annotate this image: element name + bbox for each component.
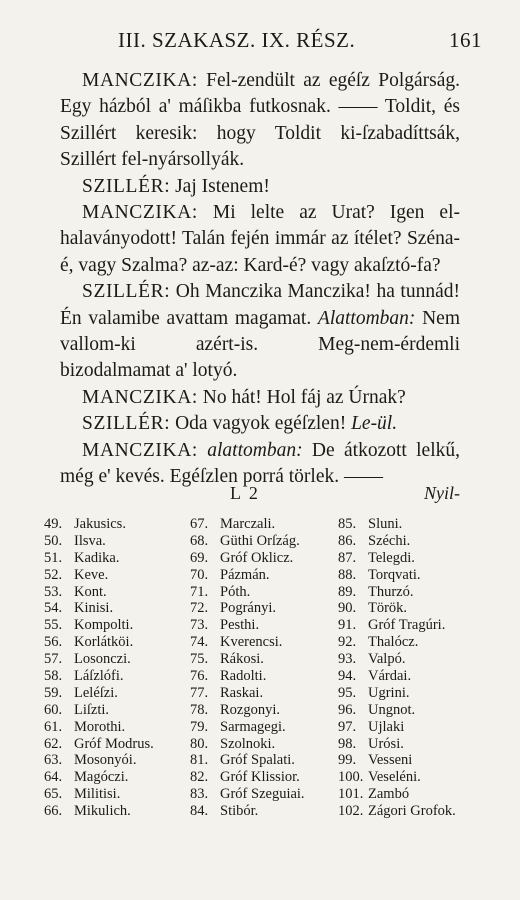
- item-number: 90.: [338, 600, 357, 617]
- list-item: [44, 634, 182, 651]
- item-name: Jakusics.: [74, 516, 126, 532]
- list-item: [44, 617, 182, 634]
- list-item: [44, 786, 182, 803]
- list-item: [190, 584, 338, 601]
- list-item: [338, 516, 488, 533]
- speech-text: Jaj Istenem!: [170, 175, 270, 197]
- list-item: [44, 719, 182, 736]
- list-item: [190, 736, 338, 753]
- item-number: 64.: [44, 769, 63, 786]
- item-number: 61.: [44, 718, 63, 735]
- list-item: [338, 719, 488, 736]
- list-item: [338, 702, 488, 719]
- speech-text: Fel-zendült az egéſz Polgárság. Egy házból a' máſikba futkosnak. —— Toldit, és Szillért keresik: hogy Toldit ki-ſzabadíttsák, Szillért fel-nyársollyák.: [60, 70, 460, 171]
- stage-direction: alattomban:: [207, 439, 303, 461]
- item-name: Póth.: [220, 583, 251, 600]
- dialogue-paragraph: [60, 174, 460, 200]
- list-item: [190, 634, 338, 651]
- item-number: 70.: [190, 566, 209, 583]
- item-name: Ilsva.: [74, 532, 106, 549]
- item-name: Morothi.: [74, 718, 126, 735]
- item-number: 87.: [338, 549, 357, 566]
- list-item: [338, 769, 488, 786]
- speaker-name: MANCZIKA:: [82, 386, 198, 408]
- item-number: 83.: [190, 786, 209, 803]
- signature-mark: L 2: [230, 483, 260, 503]
- item-name: Zambó: [368, 786, 410, 803]
- item-number: 63.: [44, 752, 63, 769]
- item-name: Valpó.: [368, 651, 406, 668]
- item-name: Gróf Spalati.: [220, 752, 295, 769]
- item-number: 53.: [44, 583, 63, 600]
- list-item: [190, 516, 338, 533]
- stage-direction: Alattomban:: [317, 307, 416, 329]
- item-name: Thalócz.: [368, 634, 419, 651]
- item-number: 91.: [338, 617, 357, 634]
- item-name: Ungnot.: [368, 701, 416, 718]
- stage-direction: Le-ül.: [351, 413, 398, 435]
- item-number: 76.: [190, 668, 209, 685]
- item-number: 81.: [190, 752, 209, 769]
- item-number: 88.: [338, 566, 357, 583]
- item-name: Veseléni.: [368, 769, 421, 786]
- list-item: [338, 567, 488, 584]
- catchword: Nyil-: [424, 483, 460, 503]
- item-name: Kadika.: [74, 549, 120, 566]
- speech-text: No hát! Hol fáj az Úrnak?: [197, 386, 406, 408]
- item-number: 58.: [44, 668, 63, 685]
- dialogue-paragraph: [60, 385, 460, 411]
- item-name: Gróf Modrus.: [74, 735, 154, 752]
- list-item: [190, 550, 338, 567]
- item-number: 55.: [44, 617, 63, 634]
- item-name: Várdai.: [368, 668, 412, 685]
- list-item: [190, 769, 338, 786]
- running-header: [70, 28, 482, 58]
- dialogue-text: [60, 68, 460, 491]
- item-number: 65.: [44, 786, 63, 803]
- list-item: [44, 600, 182, 617]
- item-name: Pogrányi.: [220, 600, 276, 617]
- item-name: Rozgonyi.: [220, 701, 281, 718]
- item-number: 62.: [44, 735, 63, 752]
- item-name: Thurzó.: [368, 583, 414, 600]
- speaker-name: MANCZIKA:: [82, 439, 198, 461]
- list-column-3: [338, 516, 488, 820]
- item-number: 92.: [338, 634, 357, 651]
- item-number: 78.: [190, 701, 209, 718]
- signature-line: [60, 483, 460, 507]
- item-number: 68.: [190, 532, 209, 549]
- item-name: Radolti.: [220, 668, 267, 685]
- item-name: Széchi.: [368, 532, 411, 549]
- item-name: Gróf Klissior.: [220, 769, 300, 786]
- item-name: Láſzlófi.: [74, 668, 124, 685]
- item-name: Kverencsi.: [220, 634, 283, 651]
- item-number: 50.: [44, 532, 63, 549]
- running-title: III. SZAKASZ. IX. RÉSZ.: [118, 28, 356, 52]
- item-number: 59.: [44, 684, 63, 701]
- speech-text: Oh Manczika Manczika! ha tunnád! Én valamibe avattam magamat.: [60, 281, 460, 329]
- item-name: Gróf Oklicz.: [220, 549, 294, 566]
- numbered-name-list: [44, 516, 484, 836]
- item-name: Güthi Orſzág.: [220, 532, 300, 549]
- list-item: [338, 584, 488, 601]
- item-name: Leléſzi.: [74, 684, 118, 701]
- item-number: 94.: [338, 668, 357, 685]
- list-item: [44, 685, 182, 702]
- item-number: 96.: [338, 701, 357, 718]
- list-item: [190, 786, 338, 803]
- list-item: [44, 752, 182, 769]
- list-item: [44, 584, 182, 601]
- dialogue-paragraph: [60, 200, 460, 279]
- speaker-name: SZILLÉR:: [82, 175, 171, 197]
- item-number: 102.: [338, 803, 364, 820]
- page-number: 161: [449, 28, 482, 52]
- item-name: Korlátköi.: [74, 634, 134, 651]
- item-number: 98.: [338, 735, 357, 752]
- speech-text: De átkozott lelkű, még e' kevés. Egéſzlen porrá törlek. ——: [60, 439, 461, 488]
- item-number: 66.: [44, 803, 63, 820]
- list-item: [44, 769, 182, 786]
- list-item: [190, 685, 338, 702]
- list-item: [44, 702, 182, 719]
- list-item: [338, 736, 488, 753]
- item-name: Telegdi.: [368, 549, 415, 566]
- item-name: Militisi.: [74, 786, 121, 803]
- item-name: Losonczi.: [74, 651, 131, 668]
- item-name: Sluni.: [368, 516, 403, 532]
- list-item: [44, 550, 182, 567]
- list-item: [338, 685, 488, 702]
- item-number: 56.: [44, 634, 63, 651]
- item-number: 100.: [338, 769, 364, 786]
- list-item: [190, 668, 338, 685]
- item-number: 84.: [190, 803, 209, 820]
- speaker-name: MANCZIKA:: [82, 70, 198, 91]
- item-number: 74.: [190, 634, 209, 651]
- item-number: 93.: [338, 651, 357, 668]
- item-number: 77.: [190, 684, 209, 701]
- item-name: Magóczi.: [74, 769, 129, 786]
- item-name: Török.: [368, 600, 408, 617]
- item-number: 72.: [190, 600, 209, 617]
- item-name: Raskai.: [220, 684, 264, 701]
- item-number: 97.: [338, 718, 357, 735]
- item-number: 101.: [338, 786, 364, 803]
- list-item: [190, 600, 338, 617]
- list-item: [338, 550, 488, 567]
- list-item: [338, 634, 488, 651]
- item-number: 69.: [190, 549, 209, 566]
- list-item: [190, 617, 338, 634]
- list-item: [44, 567, 182, 584]
- list-item: [338, 668, 488, 685]
- list-item: [190, 533, 338, 550]
- item-name: Rákosi.: [220, 651, 264, 668]
- list-item: [44, 803, 182, 820]
- list-item: [190, 651, 338, 668]
- item-number: 73.: [190, 617, 209, 634]
- list-item: [190, 752, 338, 769]
- speaker-name: MANCZIKA:: [82, 202, 198, 224]
- item-number: 99.: [338, 752, 357, 769]
- item-name: Stibór.: [220, 803, 259, 820]
- speech-text: Mi lelte az Urat? Igen el-halaványodott! Talán fején immár az ítélet? Széna-é, vagy Szalma? az-az: Kard-é? vagy akaſztó-fa?: [60, 202, 460, 276]
- item-name: Mikulich.: [74, 803, 131, 820]
- list-item: [338, 803, 488, 820]
- list-item: [44, 668, 182, 685]
- item-number: 80.: [190, 735, 209, 752]
- item-number: 82.: [190, 769, 209, 786]
- list-item: [44, 736, 182, 753]
- item-number: 51.: [44, 549, 63, 566]
- item-name: Ujlaki: [368, 718, 405, 735]
- item-name: Urósi.: [368, 735, 404, 752]
- item-name: Keve.: [74, 566, 109, 583]
- item-name: Kompolti.: [74, 617, 134, 634]
- speaker-name: SZILLÉR:: [82, 281, 171, 303]
- list-item: [338, 533, 488, 550]
- item-number: 67.: [190, 516, 209, 532]
- item-number: 60.: [44, 701, 63, 718]
- item-name: Zágori Grofok.: [368, 803, 456, 820]
- speech-text: Oda vagyok egéſzlen!: [170, 413, 352, 435]
- item-number: 57.: [44, 651, 63, 668]
- list-item: [338, 786, 488, 803]
- list-column-1: [44, 516, 182, 820]
- item-name: Pázmán.: [220, 566, 270, 583]
- list-item: [338, 617, 488, 634]
- item-number: 86.: [338, 532, 357, 549]
- list-item: [44, 516, 182, 533]
- item-name: Marczali.: [220, 516, 276, 532]
- item-name: Gróf Szeguiai.: [220, 786, 305, 803]
- item-number: 79.: [190, 718, 209, 735]
- item-number: 89.: [338, 583, 357, 600]
- item-number: 85.: [338, 516, 357, 532]
- item-name: Liſzti.: [74, 701, 110, 718]
- item-number: 49.: [44, 516, 63, 532]
- item-name: Vesseni: [368, 752, 413, 769]
- item-name: Pesthi.: [220, 617, 260, 634]
- speech-text: Nem vallom-ki azért-is. Meg-nem-érdemli bizodalmamat a' lotyó.: [60, 307, 460, 382]
- list-item: [44, 651, 182, 668]
- item-name: Kinisi.: [74, 600, 114, 617]
- item-number: 52.: [44, 566, 63, 583]
- list-item: [190, 567, 338, 584]
- list-item: [338, 752, 488, 769]
- item-name: Kont.: [74, 583, 107, 600]
- list-item: [190, 719, 338, 736]
- item-number: 95.: [338, 684, 357, 701]
- item-number: 71.: [190, 583, 209, 600]
- speaker-name: SZILLÉR:: [82, 413, 171, 435]
- list-item: [190, 803, 338, 820]
- item-name: Gróf Tragúri.: [368, 617, 446, 634]
- list-item: [338, 651, 488, 668]
- item-name: Szolnoki.: [220, 735, 276, 752]
- item-name: Ugrini.: [368, 684, 410, 701]
- list-item: [190, 702, 338, 719]
- item-number: 75.: [190, 651, 209, 668]
- list-item: [44, 533, 182, 550]
- item-name: Mosonyói.: [74, 752, 137, 769]
- item-name: Sarmagegi.: [220, 718, 286, 735]
- dialogue-paragraph: [60, 411, 460, 437]
- item-name: Torqvati.: [368, 566, 421, 583]
- dialogue-paragraph: [60, 279, 460, 385]
- item-number: 54.: [44, 600, 63, 617]
- dialogue-paragraph: [60, 68, 460, 174]
- list-column-2: [190, 516, 338, 820]
- list-item: [338, 600, 488, 617]
